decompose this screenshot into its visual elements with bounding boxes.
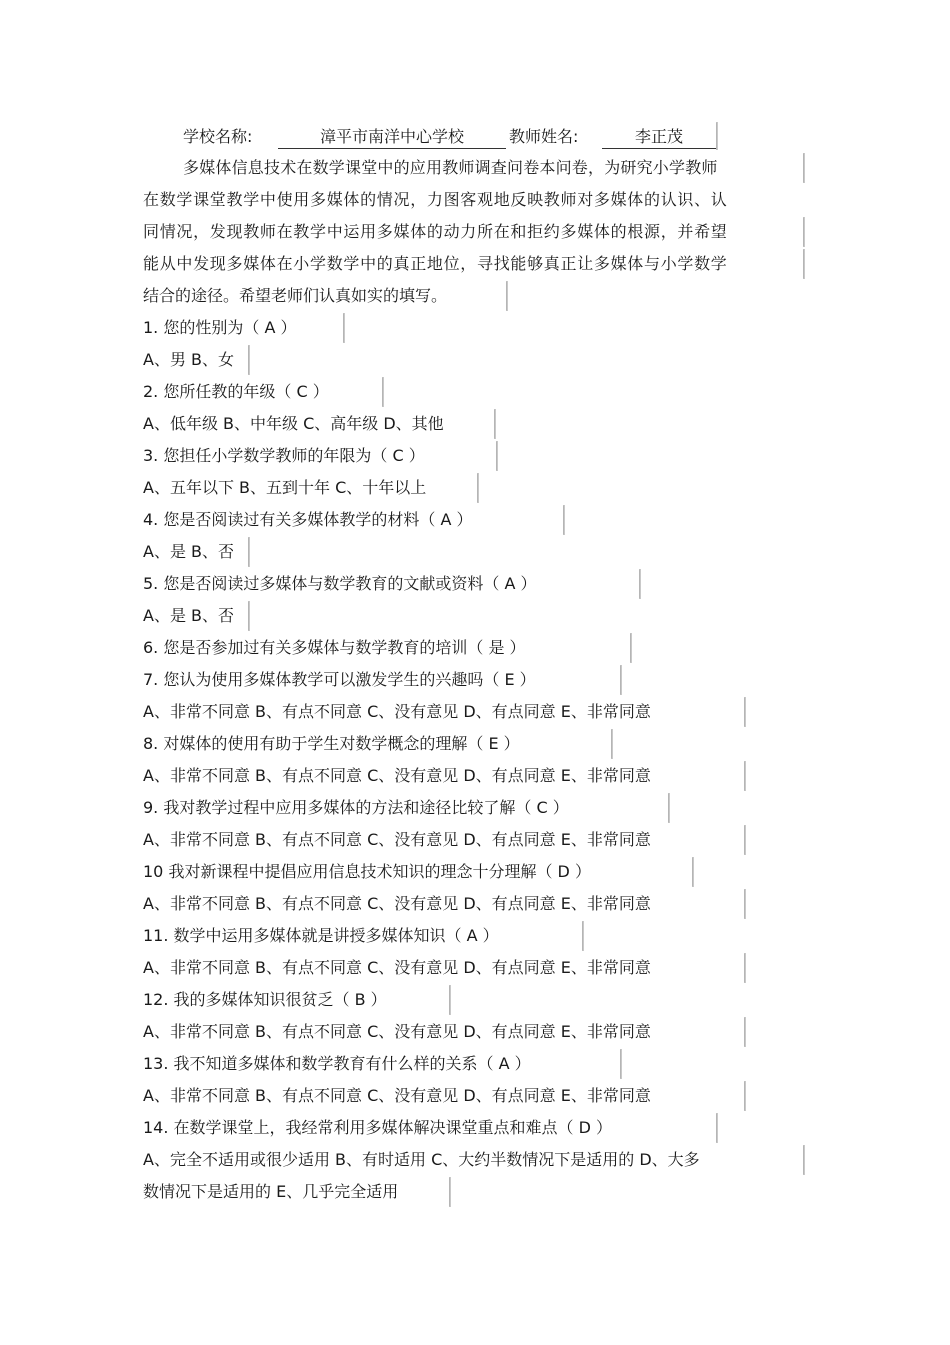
question-6	[0, 633, 950, 665]
answer-box-edge	[620, 1049, 622, 1079]
options-text: A、非常不同意 B、有点不同意 C、没有意见 D、有点同意 E、非常同意	[143, 1022, 651, 1041]
question-text: 3. 您担任小学数学教师的年限为（ C ）	[143, 446, 425, 465]
question-2	[0, 377, 950, 409]
question-12	[0, 985, 950, 1017]
options-2	[0, 409, 950, 441]
intro-line-1	[0, 153, 950, 185]
answer-box-edge	[248, 345, 250, 375]
question-text: 5. 您是否阅读过多媒体与数学教育的文献或资料（ A ）	[143, 574, 537, 593]
answer-box-edge	[630, 633, 632, 663]
options-4	[0, 537, 950, 569]
answer-box-edge	[248, 537, 250, 567]
answer-box-edge	[494, 409, 496, 439]
answer-box-edge	[716, 1113, 718, 1143]
answer-box-edge	[744, 1017, 746, 1047]
options-1	[0, 345, 950, 377]
question-text: 6. 您是否参加过有关多媒体与数学教育的培训（ 是 ）	[143, 638, 526, 657]
intro-text: 结合的途径。希望老师们认真如实的填写。	[143, 286, 448, 305]
options-text: A、是 B、否	[143, 542, 235, 561]
answer-box-edge	[620, 665, 622, 695]
answer-box-edge	[563, 505, 565, 535]
answer-box-edge	[744, 825, 746, 855]
school-name-field[interactable]: 漳平市南洋中心学校	[278, 126, 506, 149]
answer-box-edge	[744, 697, 746, 727]
options-10	[0, 889, 950, 921]
options-7	[0, 697, 950, 729]
answer-box-edge	[248, 601, 250, 631]
answer-box-edge	[496, 441, 498, 471]
intro-line-5	[0, 281, 950, 313]
answer-box-edge	[343, 313, 345, 343]
options-text: A、非常不同意 B、有点不同意 C、没有意见 D、有点同意 E、非常同意	[143, 702, 651, 721]
question-8	[0, 729, 950, 761]
answer-box-edge	[477, 473, 479, 503]
school-label: 学校名称:	[183, 127, 253, 146]
text-box-edge	[803, 249, 805, 279]
options-14	[0, 1145, 950, 1177]
options-text: A、非常不同意 B、有点不同意 C、没有意见 D、有点同意 E、非常同意	[143, 830, 651, 849]
question-14	[0, 1113, 950, 1145]
options-3	[0, 473, 950, 505]
intro-text: 多媒体信息技术在数学课堂中的应用教师调查问卷本问卷，为研究小学教师	[183, 158, 718, 177]
question-text: 14. 在数学课堂上，我经常利用多媒体解决课堂重点和难点（ D ）	[143, 1118, 613, 1137]
options-9	[0, 825, 950, 857]
question-1	[0, 313, 950, 345]
intro-line-4	[0, 249, 950, 281]
question-3	[0, 441, 950, 473]
options-12	[0, 1017, 950, 1049]
question-text: 4. 您是否阅读过有关多媒体教学的材料（ A ）	[143, 510, 473, 529]
options-13	[0, 1081, 950, 1113]
question-11	[0, 921, 950, 953]
options-text: 数情况下是适用的 E、几乎完全适用	[143, 1182, 399, 1201]
text-box-edge	[803, 217, 805, 247]
header-line	[0, 122, 950, 154]
question-text: 2. 您所任教的年级（ C ）	[143, 382, 329, 401]
teacher-label: 教师姓名:	[509, 127, 579, 146]
options-11	[0, 953, 950, 985]
answer-box-edge	[692, 857, 694, 887]
intro-text: 在数学课堂教学中使用多媒体的情况，力图客观地反映教师对多媒体的认识、认	[143, 190, 728, 209]
options-text: A、五年以下 B、五到十年 C、十年以上	[143, 478, 427, 497]
teacher-name-field[interactable]: 李正茂	[602, 126, 716, 149]
question-text: 7. 您认为使用多媒体教学可以激发学生的兴趣吗（ E ）	[143, 670, 536, 689]
answer-box-edge	[639, 569, 641, 599]
answer-box-edge	[668, 793, 670, 823]
answer-box-edge	[744, 953, 746, 983]
options-text: A、非常不同意 B、有点不同意 C、没有意见 D、有点同意 E、非常同意	[143, 766, 651, 785]
intro-line-3	[0, 217, 950, 249]
answer-box-edge	[744, 1081, 746, 1111]
question-9	[0, 793, 950, 825]
answer-box-edge	[744, 761, 746, 791]
options-14-cont	[0, 1177, 950, 1209]
answer-box-edge	[803, 1145, 805, 1175]
question-7	[0, 665, 950, 697]
text-box-edge	[506, 281, 508, 311]
intro-text: 能从中发现多媒体在小学数学中的真正地位，寻找能够真正让多媒体与小学数学	[143, 254, 728, 273]
answer-box-edge	[449, 985, 451, 1015]
answer-box-edge	[744, 889, 746, 919]
question-text: 1. 您的性别为（ A ）	[143, 318, 297, 337]
answer-box-edge	[382, 377, 384, 407]
question-4	[0, 505, 950, 537]
answer-box-edge	[582, 921, 584, 951]
question-text: 9. 我对教学过程中应用多媒体的方法和途径比较了解（ C ）	[143, 798, 569, 817]
options-text: A、非常不同意 B、有点不同意 C、没有意见 D、有点同意 E、非常同意	[143, 1086, 651, 1105]
question-text: 10 我对新课程中提倡应用信息技术知识的理念十分理解（ D ）	[143, 862, 591, 881]
question-10	[0, 857, 950, 889]
options-5	[0, 601, 950, 633]
intro-line-2	[0, 185, 950, 217]
answer-box-edge	[611, 729, 613, 759]
question-text: 11. 数学中运用多媒体就是讲授多媒体知识（ A ）	[143, 926, 499, 945]
text-box-edge	[716, 122, 718, 150]
intro-text: 同情况，发现教师在教学中运用多媒体的动力所在和拒约多媒体的根源，并希望	[143, 222, 728, 241]
question-5	[0, 569, 950, 601]
question-text: 12. 我的多媒体知识很贫乏（ B ）	[143, 990, 387, 1009]
options-text: A、男 B、女	[143, 350, 235, 369]
options-text: A、是 B、否	[143, 606, 235, 625]
question-text: 8. 对媒体的使用有助于学生对数学概念的理解（ E ）	[143, 734, 520, 753]
options-text: A、完全不适用或很少适用 B、有时适用 C、大约半数情况下是适用的 D、大多	[143, 1150, 700, 1169]
text-box-edge	[803, 153, 805, 183]
options-text: A、非常不同意 B、有点不同意 C、没有意见 D、有点同意 E、非常同意	[143, 958, 651, 977]
options-text: A、低年级 B、中年级 C、高年级 D、其他	[143, 414, 444, 433]
answer-box-edge	[449, 1177, 451, 1207]
options-text: A、非常不同意 B、有点不同意 C、没有意见 D、有点同意 E、非常同意	[143, 894, 651, 913]
question-text: 13. 我不知道多媒体和数学教育有什么样的关系（ A ）	[143, 1054, 531, 1073]
options-8	[0, 761, 950, 793]
question-13	[0, 1049, 950, 1081]
